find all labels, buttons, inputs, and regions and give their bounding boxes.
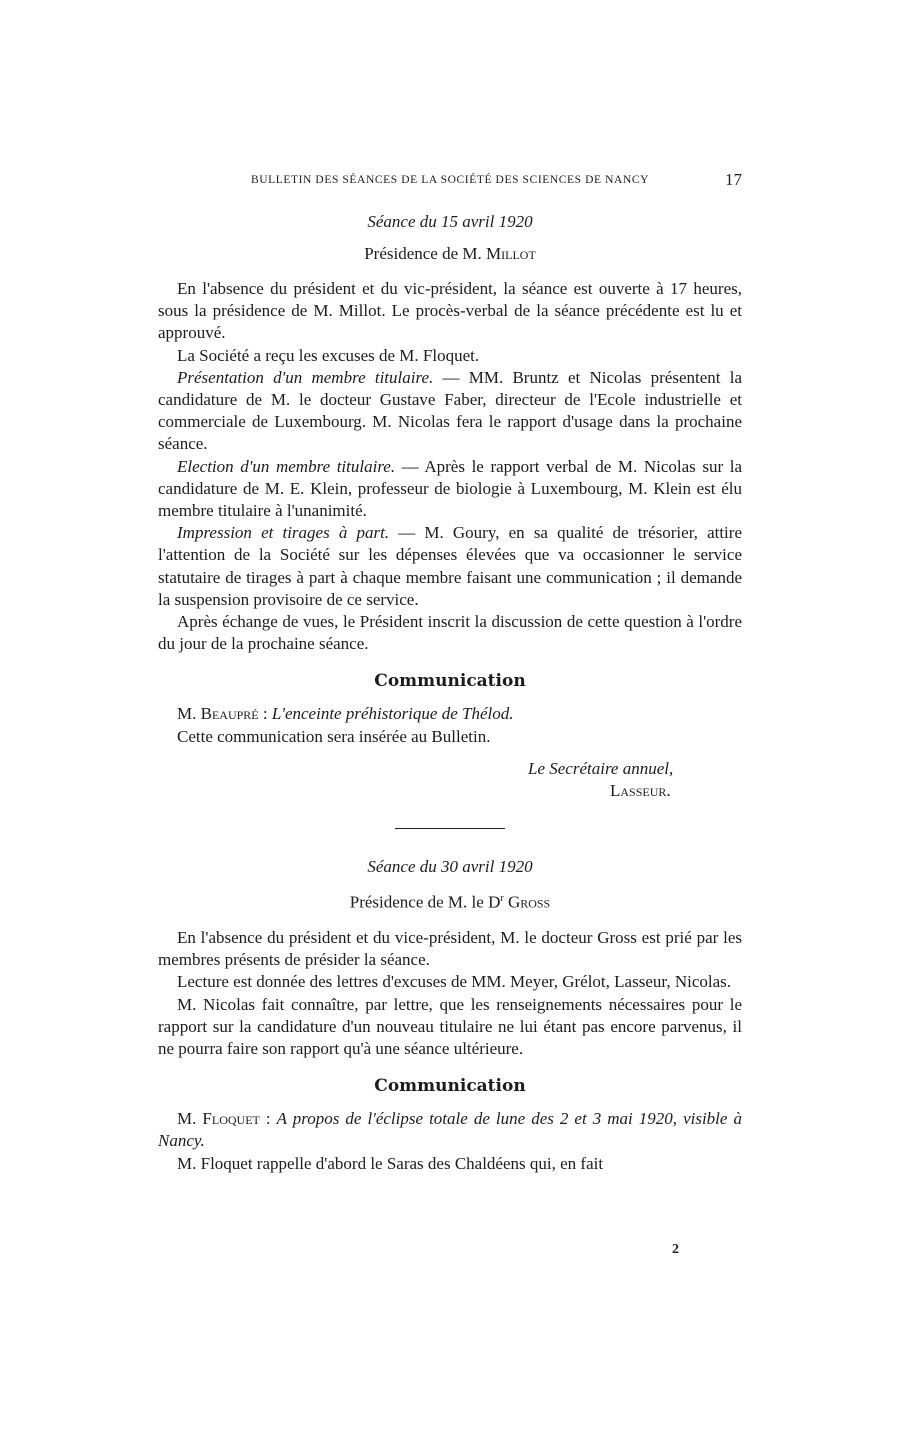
communication-heading: Communication [374,671,526,692]
running-header [158,168,742,198]
communication-note: Cette communication sera insérée au Bulletin. [177,726,491,746]
signature-mark: 2 [672,1242,679,1257]
session-title-15-avril: Séance du 15 avril 1920 [367,212,533,231]
communication-heading: Communication [374,1076,526,1097]
paragraph-heading: Présentation d'un membre titulaire. [177,367,434,387]
paragraph-text: — Après le rapport verbal de M. Nicolas sur la candidature de M. E. Klein, professeur de biologie à Luxembourg, M. Klein est élu membre titulaire à l'unanimité. [158,456,742,521]
signature-name: Lasseur. [610,780,671,800]
paragraph-discussion: Après échange de vues, le Président inscrit la discussion de cette question à l'ordre du jour de la prochaine séance. [158,612,742,654]
paragraph-text: — M. Goury, en sa qualité de trésorier, attire l'attention de la Société sur les dépenses élevées que va occasionner le service statutaire de tirages à part à chaque membre faisant une communication ; il demande la suspension provisoire de ce service. [158,523,742,609]
communication-entry [158,1108,742,1152]
presidence-prefix: Présidence de M. le D [349,893,501,913]
signature-role: Le Secrétaire annuel, [528,758,674,778]
comm-author-prefix: M. [177,1109,203,1129]
comm-separator: : [258,704,272,724]
session-presidence [158,887,742,915]
comm-author-prefix: M. [177,704,201,724]
paragraph-floquet: M. Floquet rappelle d'abord le Saras des Chaldéens qui, en fait [177,1153,604,1173]
session-presidence [158,242,742,266]
document-page [158,168,742,1175]
paragraph-opening: En l'absence du président et du vice-président, M. le docteur Gross est prié par les membres présents de présider la séance. [158,928,742,970]
paragraph-opening: En l'absence du président et du vic-président, la séance est ouverte à 17 heures, sous la présidence de M. Millot. Le procès-verbal de la séance précédente est lu et approuvé. [158,279,742,343]
presidence-prefix: Présidence de M. [364,244,487,263]
paragraph-excuses: La Société a reçu les excuses de M. Floquet. [177,345,480,365]
paragraph-impression [158,522,742,611]
paragraph-nicolas: M. Nicolas fait connaître, par lettre, que les renseignements nécessaires pour le rapport sur la candidature d'un nouveau titulaire ne lui étant pas encore parvenus, il ne pourra faire son rapport qu'à une séance ultérieure. [158,994,742,1059]
comm-separator: : [259,1109,277,1129]
comm-title: A propos de l'éclipse totale de lune des 2 et 3 mai 1920, visible à Nancy. [158,1109,742,1151]
comm-author: Floquet [202,1109,260,1129]
comm-author: Beaupré [200,704,259,724]
section-divider [395,828,505,830]
paragraph-text: — MM. Bruntz et Nicolas présentent la candidature de M. le docteur Gustave Faber, directeur de l'Ecole industrielle et commerciale de Luxembourg. M. Nicolas fera le rapport d'usage dans la prochaine séance. [158,367,742,454]
comm-title: L'enceinte préhistorique de Thélod. [271,704,514,724]
signature-block [528,758,742,802]
presidence-name: Gross [507,893,551,913]
paragraph-heading: Impression et tirages à part. [177,523,390,543]
page-number: 17 [725,170,742,189]
running-title: BULLETIN DES SÉANCES DE LA SOCIÉTÉ DES SCIENCES DE NANCY [250,174,650,186]
paragraph-election [158,456,742,523]
paragraph-presentation [158,367,742,456]
presidence-sup: r [500,893,504,905]
paragraph-heading: Election d'un membre titulaire. [177,456,396,476]
presidence-name: Millot [486,244,536,263]
session-title-30-avril: Séance du 30 avril 1920 [367,857,533,877]
communication-entry [158,703,742,725]
paragraph-excuses: Lecture est donnée des lettres d'excuses de MM. Meyer, Grélot, Lasseur, Nicolas. [177,972,732,992]
